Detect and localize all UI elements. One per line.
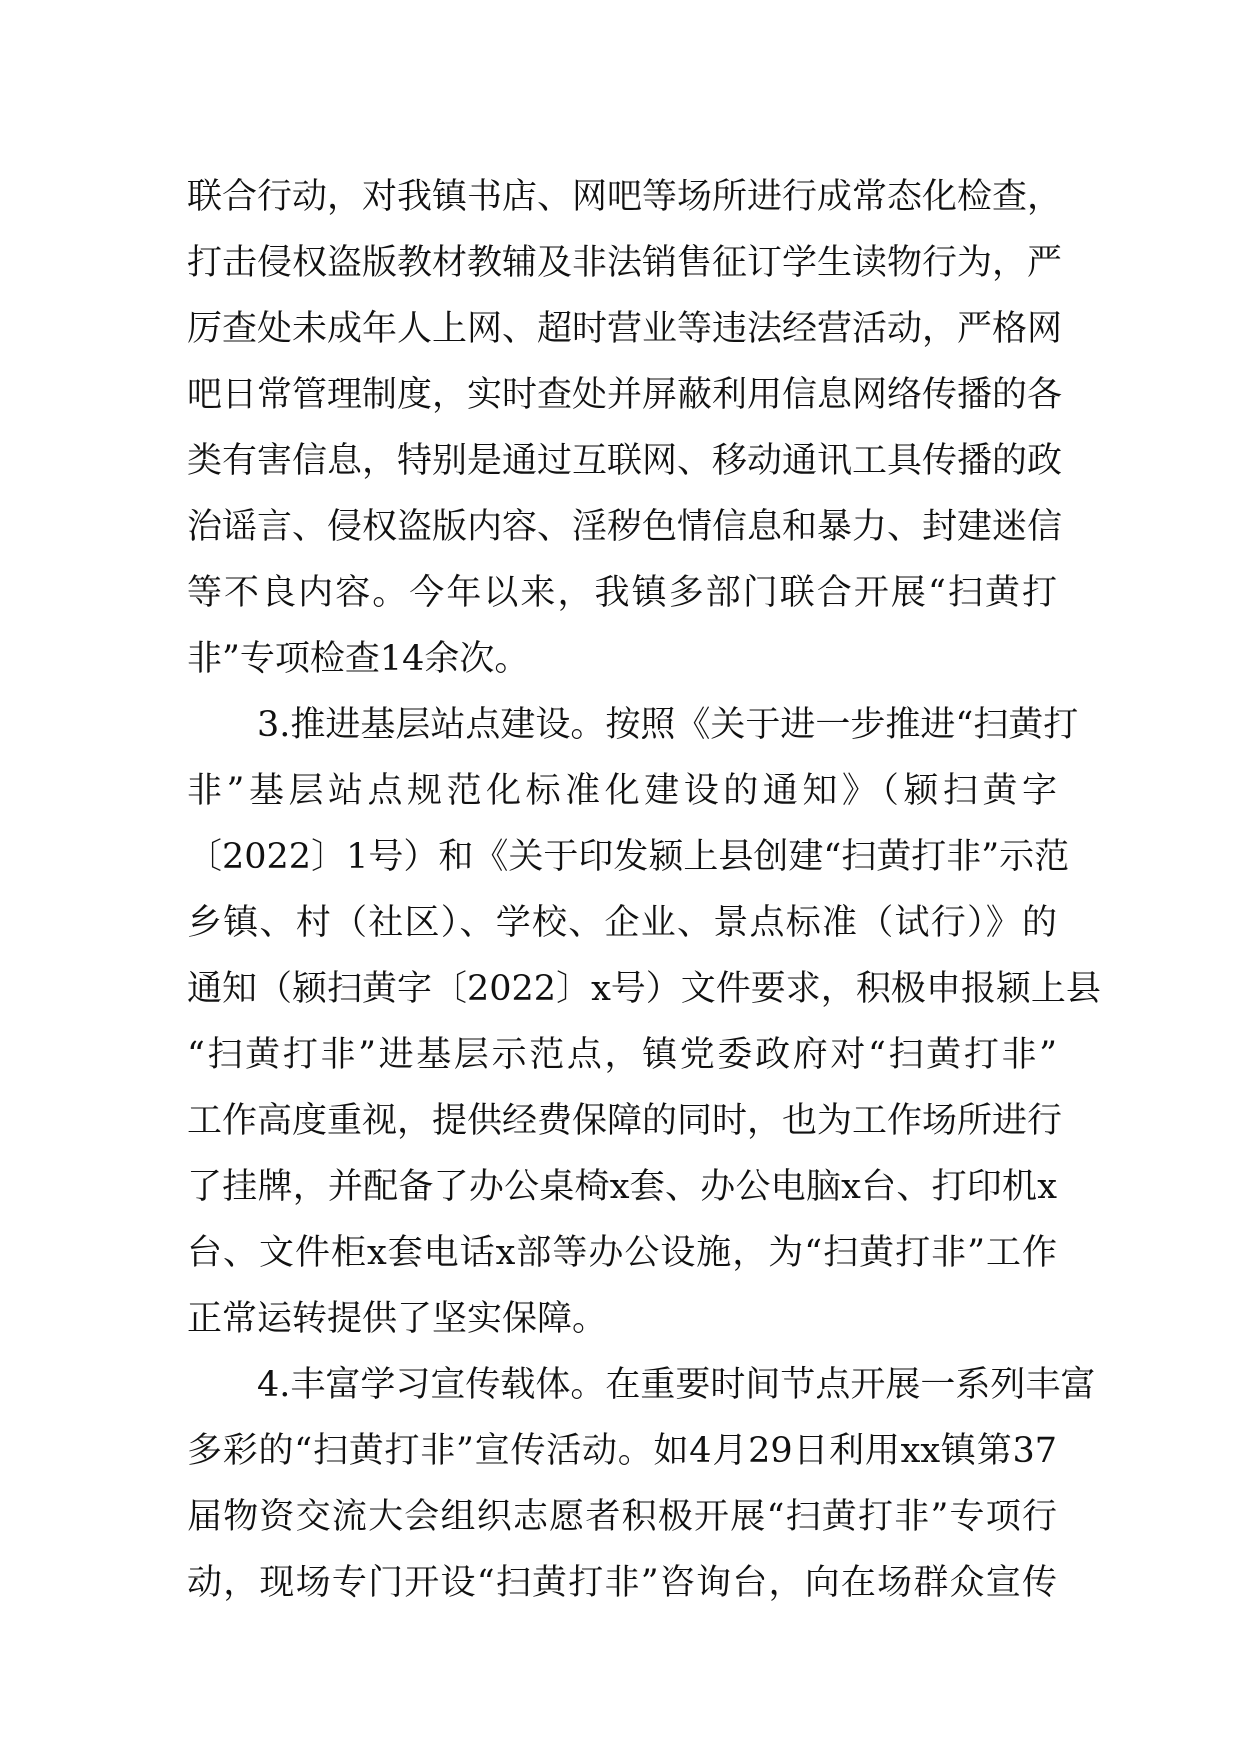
text-line: 届物资交流大会组织志愿者积极开展“扫黄打非”专项行 (187, 1497, 1057, 1537)
text-line: 厉查处未成年人上网、超时营业等违法经营活动，严格网 (187, 309, 1063, 349)
text-line: 台、文件柜x套电话x部等办公设施，为“扫黄打非”工作 (187, 1233, 1057, 1273)
section-heading-line: 3.推进基层站点建设。按照《关于进一步推进“扫黄打 (257, 705, 1079, 745)
text-line: 工作高度重视，提供经费保障的同时，也为工作场所进行 (187, 1101, 1063, 1141)
text-line: 联合行动，对我镇书店、网吧等场所进行成常态化检查， (187, 177, 1063, 217)
text-line: 通知（颍扫黄字〔2022〕x号）文件要求，积极申报颍上县 (187, 969, 1101, 1009)
text-line: 非”专项检查14余次。 (187, 639, 530, 679)
text-line: “扫黄打非”进基层示范点，镇党委政府对“扫黄打非” (187, 1035, 1057, 1075)
text-line: 非”基层站点规范化标准化建设的通知》（颍扫黄字 (187, 771, 1057, 811)
text-line: 多彩的“扫黄打非”宣传活动。如4月29日利用xx镇第37 (187, 1431, 1057, 1471)
text-line: 〔2022〕1号）和《关于印发颍上县创建“扫黄打非”示范 (187, 837, 1070, 877)
text-line: 等不良内容。今年以来，我镇多部门联合开展“扫黄打 (187, 573, 1057, 613)
section-heading-line: 4.丰富学习宣传载体。在重要时间节点开展一系列丰富 (257, 1365, 1096, 1405)
text-line: 乡镇、村（社区）、学校、企业、景点标准（试行）》的 (187, 903, 1057, 943)
text-line: 吧日常管理制度，实时查处并屏蔽利用信息网络传播的各 (187, 375, 1063, 415)
text-line: 打击侵权盗版教材教辅及非法销售征订学生读物行为，严 (187, 243, 1063, 283)
text-line: 正常运转提供了坚实保障。 (187, 1299, 608, 1339)
text-line: 动，现场专门开设“扫黄打非”咨询台，向在场群众宣传 (187, 1563, 1057, 1603)
document-body (187, 164, 1101, 1616)
text-line: 类有害信息，特别是通过互联网、移动通讯工具传播的政 (187, 441, 1063, 481)
text-line: 了挂牌，并配备了办公桌椅x套、办公电脑x台、打印机x (187, 1167, 1057, 1207)
text-line: 治谣言、侵权盗版内容、淫秽色情信息和暴力、封建迷信 (187, 507, 1063, 547)
